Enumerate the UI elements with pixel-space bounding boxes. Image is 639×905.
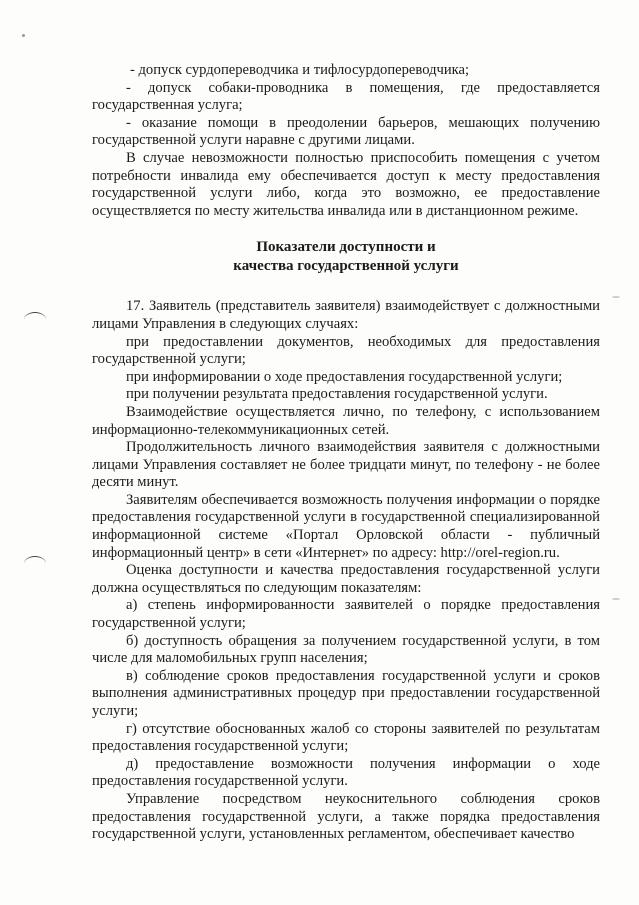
list-item-interpreter: - допуск сурдопереводчика и тифлосурдопереводчика; — [130, 62, 470, 78]
paragraph-interaction-methods: Взаимодействие осуществляется лично, по телефону, с использованием информационно-телекоммуникационных сетей. — [92, 403, 600, 438]
scan-speck — [612, 296, 620, 298]
hole-punch-mark-lower — [24, 556, 46, 571]
list-item-barrier-help: - оказание помощи в преодолении барьеров, мешающих получению государственной услуги наравне с другими лицами. — [92, 114, 600, 149]
section-heading-line-1: Показатели доступности и — [256, 239, 436, 256]
list-item-result: при получении результата предоставления государственной услуги. — [126, 386, 548, 403]
paragraph-portal-info: Заявителям обеспечивается возможность получения информации о порядке предоставления государственной услуги в государственной специализированной информационной системе «Портал Орловской области - публичный информационный центр» в сети «Интернет» по адресу: http://orel-region.ru. — [92, 491, 600, 561]
section-heading — [92, 238, 600, 276]
scan-speck — [22, 34, 25, 37]
paragraph-interaction-cases: 17. Заявитель (представитель заявителя) взаимодействует с должностными лицами Управления в следующих случаях: — [92, 298, 600, 332]
indicator-a: а) степень информированности заявителей о порядке предоставления государственной услуги; — [92, 597, 600, 632]
indicator-d: д) предоставление возможности получения информации о ходе предоставления государственной услуги. — [92, 755, 600, 790]
list-item-informing: при информировании о ходе предоставления государственной услуги; — [126, 368, 563, 385]
paragraph-quality-assurance: Управление посредством неукоснительного соблюдения сроков предоставления государственной услуги, а также порядка предоставления государственной услуги, установленных регламентом, обеспечивает качество — [92, 790, 600, 843]
section-heading-line-2: качества государственной услуги — [233, 258, 459, 275]
indicator-b: б) доступность обращения за получением государственной услуги, в том числе для маломобильных групп населения; — [92, 632, 600, 667]
list-item-guide-dog: - допуск собаки-проводника в помещения, где предоставляется государственная услуга; — [92, 79, 600, 114]
paragraph-accessibility-fallback: В случае невозможности полностью приспособить помещения с учетом потребности инвалида ему обеспечивается доступ к месту предоставления государственной услуги либо, когда это возможно, ее предоставление осуществляется по месту жительства инвалида или в дистанционном режиме. — [92, 149, 600, 219]
document-body — [92, 62, 600, 844]
paragraph-duration: Продолжительность личного взаимодействия заявителя с должностными лицами Управления составляет не более тридцати минут, по телефону - не более десяти минут. — [92, 439, 600, 491]
scan-speck — [612, 598, 620, 600]
indicator-v: в) соблюдение сроков предоставления государственной услуги и сроков выполнения административных процедур при предоставлении государственной услуги; — [92, 667, 600, 719]
list-item-documents: при предоставлении документов, необходимых для предоставления государственной услуги; — [92, 333, 600, 368]
hole-punch-mark-upper — [24, 312, 46, 327]
paragraph-assessment: Оценка доступности и качества предоставления государственной услуги должна осуществляться по следующим показателям: — [92, 562, 600, 596]
indicator-g: г) отсутствие обоснованных жалоб со стороны заявителей по результатам предоставления государственной услуги; — [92, 720, 600, 755]
